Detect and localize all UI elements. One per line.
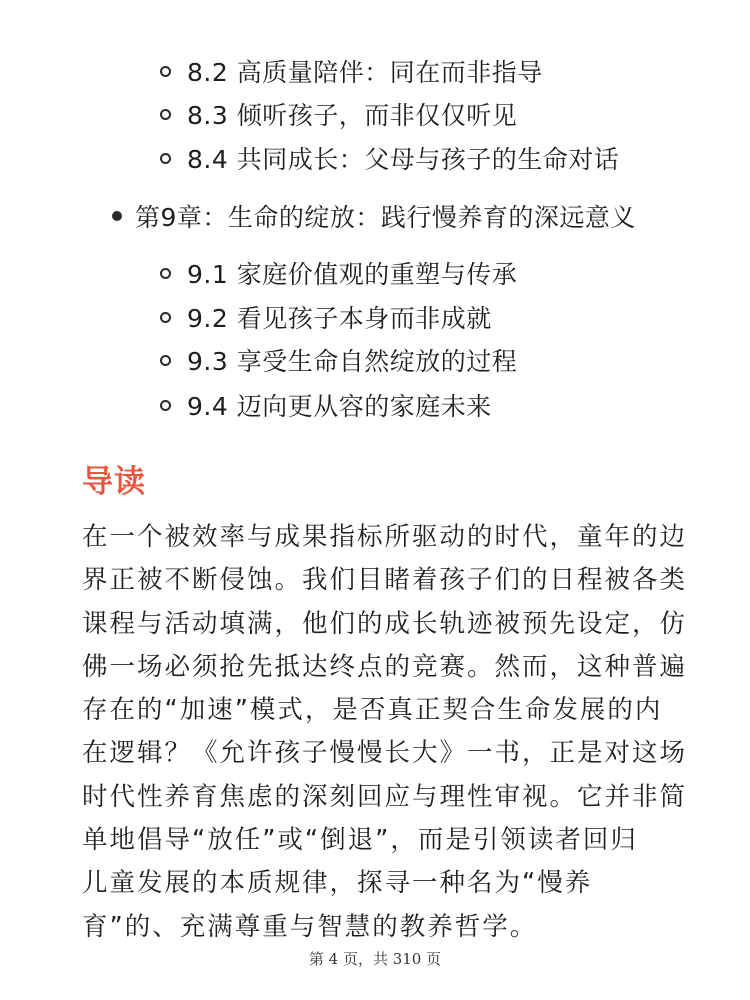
list-item-label: 9.1 家庭价值观的重塑与传承 (187, 260, 518, 289)
list-item-9-2 (160, 297, 492, 337)
open-circle-bullet-icon (160, 109, 171, 120)
list-item-9-4 (160, 385, 492, 425)
paragraph-line: 时代性养育焦虑的深刻回应与理性审视。它并非简 (82, 781, 688, 812)
open-circle-bullet-icon (160, 355, 171, 366)
paragraph-line: 课程与活动填满，他们的成长轨迹被预先设定，仿 (82, 608, 688, 639)
list-item-label: 8.3 倾听孩子，而非仅仅听见 (187, 101, 518, 130)
open-circle-bullet-icon (160, 400, 171, 411)
list-item-label: 9.2 看见孩子本身而非成就 (187, 304, 492, 333)
list-item-9-3 (160, 340, 517, 380)
paragraph-line: 界正被不断侵蚀。我们目睹着孩子们的日程被各类 (82, 565, 688, 596)
list-item-8-3 (160, 94, 517, 134)
list-item-label: 8.2 高质量陪伴：同在而非指导 (187, 58, 543, 87)
paragraph-line: 育”的、充满尊重与智慧的教养哲学。 (82, 911, 538, 942)
solid-circle-bullet-icon (112, 211, 122, 221)
chapter-title: 第9章：生命的绽放：践行慢养育的深远意义 (135, 203, 636, 232)
list-item-9-1 (160, 253, 517, 293)
list-item-label: 8.4 共同成长：父母与孩子的生命对话 (187, 145, 620, 174)
open-circle-bullet-icon (160, 66, 171, 77)
chapter-9-item (112, 196, 636, 236)
paragraph-line: 存在的“加速”模式，是否真正契合生命发展的内 (82, 695, 663, 726)
open-circle-bullet-icon (160, 153, 171, 164)
page-number-footer: 第 4 页，共 310 页 (308, 950, 442, 968)
paragraph-line: 在一个被效率与成果指标所驱动的时代，童年的边 (82, 522, 688, 552)
paragraph-line: 单地倡导“放任”或“倒退”，而是引领读者回归 (82, 825, 638, 856)
section-heading: 导读 (82, 464, 146, 500)
paragraph-line: 在逻辑？《允许孩子慢慢长大》一书，正是对这场 (82, 738, 688, 769)
paragraph-line: 儿童发展的本质规律，探寻一种名为“慢养 (82, 868, 593, 899)
open-circle-bullet-icon (160, 312, 171, 323)
list-item-8-2 (160, 51, 543, 91)
list-item-label: 9.3 享受生命自然绽放的过程 (187, 347, 518, 376)
open-circle-bullet-icon (160, 268, 171, 279)
list-item-label: 9.4 迈向更从容的家庭未来 (187, 392, 492, 421)
intro-paragraph (82, 516, 688, 949)
list-item-8-4 (160, 138, 619, 178)
paragraph-line: 佛一场必须抢先抵达终点的竞赛。然而，这种普遍 (82, 651, 688, 682)
